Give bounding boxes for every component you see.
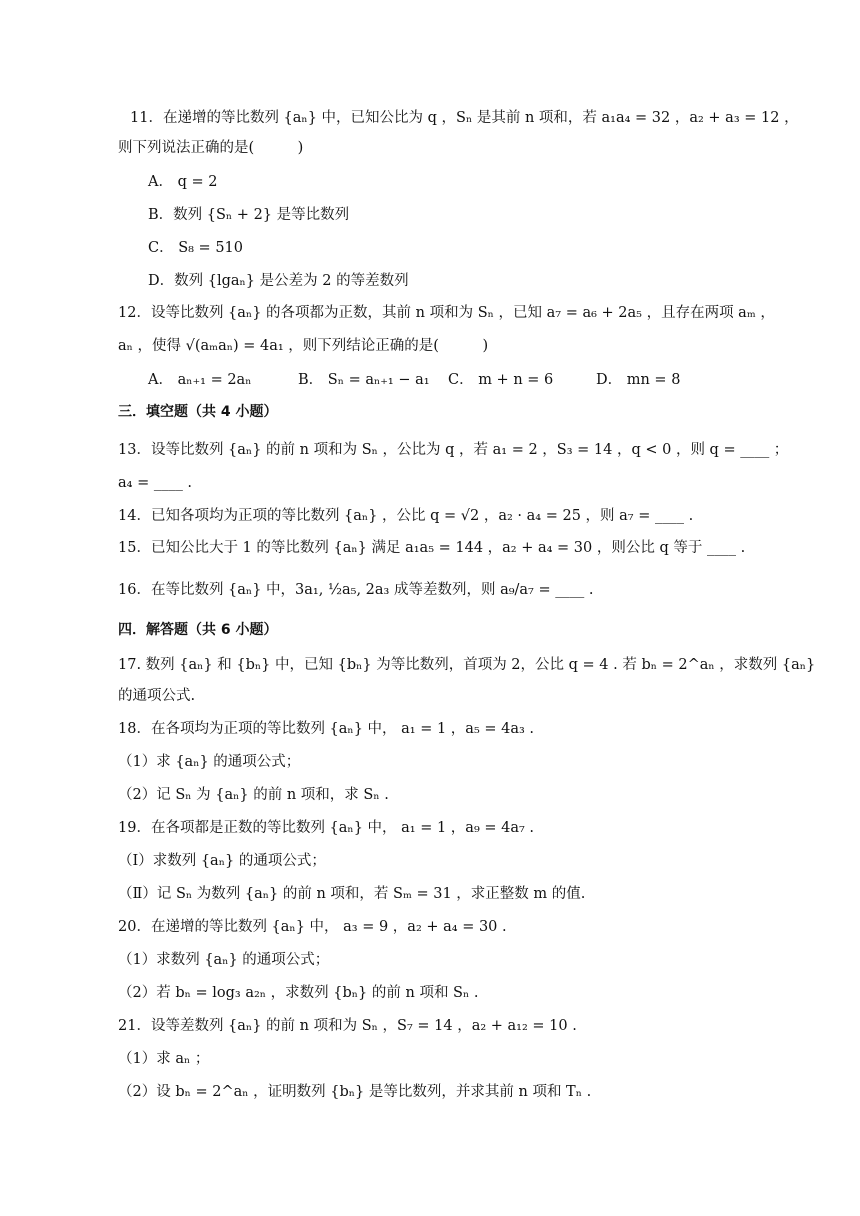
q12-option-b: B． Sₙ = aₙ₊₁ − a₁ <box>298 372 430 388</box>
text-line: aₙ ，使得 √(aₘaₙ) = 4a₁ ，则下列结论正确的是( ) <box>118 338 489 354</box>
text-line: 19．在各项都是正数的等比数列 {aₙ} 中， a₁ = 1 ，a₉ = 4a₇ . <box>118 820 535 836</box>
text-line: 13．设等比数列 {aₙ} 的前 n 项和为 Sₙ ，公比为 q ，若 a₁ = 2 ，S₃ = 14 ，q < 0 ，则 q = ____ ； <box>118 442 789 458</box>
q12-option-a: A． aₙ₊₁ = 2aₙ <box>148 372 252 388</box>
text-line: 11．在递增的等比数列 {aₙ} 中，已知公比为 q ，Sₙ 是其前 n 项和，若 a₁a₄ = 32 ，a₂ + a₃ = 12 ， <box>130 110 799 126</box>
text-line: D．数列 {lgaₙ} 是公差为 2 的等差数列 <box>148 273 409 289</box>
text-line: （Ⅰ）求数列 {aₙ} 的通项公式； <box>118 853 326 869</box>
text-line: 18．在各项均为正项的等比数列 {aₙ} 中， a₁ = 1 ，a₅ = 4a₃ . <box>118 721 535 737</box>
text-line: （2）设 bₙ = 2^aₙ ，证明数列 {bₙ} 是等比数列，并求其前 n 项和 Tₙ . <box>118 1084 592 1100</box>
text-line: 17. 数列 {aₙ} 和 {bₙ} 中，已知 {bₙ} 为等比数列，首项为 2，公比 q = 4 . 若 bₙ = 2^aₙ ，求数列 {aₙ} <box>118 657 816 673</box>
text-line: A． q = 2 <box>148 174 218 190</box>
q12-option-c: C． m + n = 6 <box>448 372 554 388</box>
text-line: 16．在等比数列 {aₙ} 中，3a₁, ½a₅, 2a₃ 成等差数列，则 a₉/a₇ = ____ . <box>118 582 594 598</box>
text-line: 15．已知公比大于 1 的等比数列 {aₙ} 满足 a₁a₅ = 144 ，a₂ + a₄ = 30 ，则公比 q 等于 ____ . <box>118 540 746 556</box>
text-line: （1）求 {aₙ} 的通项公式； <box>118 754 301 770</box>
text-line: 的通项公式. <box>118 688 196 704</box>
text-line: 则下列说法正确的是( ) <box>118 140 304 156</box>
text-line: B．数列 {Sₙ + 2} 是等比数列 <box>148 207 350 223</box>
text-line: 20．在递增的等比数列 {aₙ} 中， a₃ = 9 ，a₂ + a₄ = 30 . <box>118 919 507 935</box>
text-line: 21．设等差数列 {aₙ} 的前 n 项和为 Sₙ ，S₇ = 14 ，a₂ + a₁₂ = 10 . <box>118 1018 577 1034</box>
section-4-heading: 四．解答题（共 6 小题） <box>118 622 278 638</box>
text-line: C． S₈ = 510 <box>148 240 243 256</box>
text-line: （1）求数列 {aₙ} 的通项公式； <box>118 952 330 968</box>
text-line: （2）记 Sₙ 为 {aₙ} 的前 n 项和，求 Sₙ . <box>118 787 389 803</box>
section-3-heading: 三．填空题（共 4 小题） <box>118 404 278 420</box>
q12-options <box>148 370 680 390</box>
text-line: a₄ = ____ . <box>118 475 193 491</box>
text-line: （Ⅱ）记 Sₙ 为数列 {aₙ} 的前 n 项和，若 Sₘ = 31 ，求正整数 m 的值. <box>118 886 586 902</box>
q12-option-d: D． mn = 8 <box>596 372 681 388</box>
text-line: （1）求 aₙ ； <box>118 1051 210 1067</box>
text-line: （2）若 bₙ = log₃ a₂ₙ ，求数列 {bₙ} 的前 n 项和 Sₙ . <box>118 985 479 1001</box>
text-line: 12．设等比数列 {aₙ} 的各项都为正数，其前 n 项和为 Sₙ ，已知 a₇ = a₆ + 2a₅ ，且存在两项 aₘ ， <box>118 305 775 321</box>
text-line: 14．已知各项均为正项的等比数列 {aₙ} ，公比 q = √2 ，a₂ · a₄ = 25 ，则 a₇ = ____ . <box>118 508 694 524</box>
